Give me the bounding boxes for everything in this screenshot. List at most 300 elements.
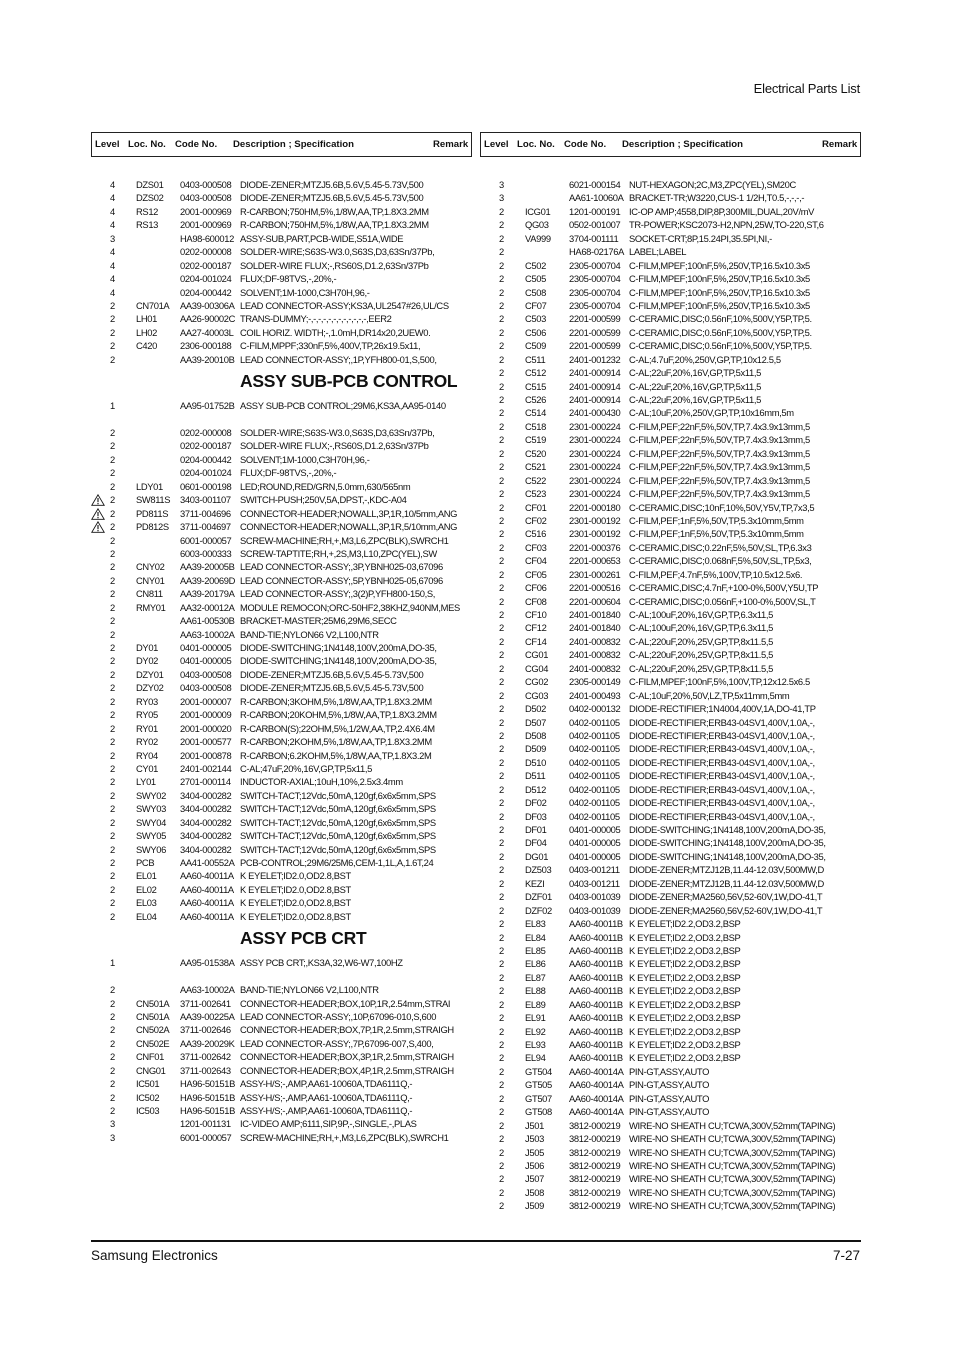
part-loc-no: EL88 [525,985,546,997]
part-code-no: AA60-40011B [569,998,623,1010]
part-code-no: 2001-000009 [180,709,232,721]
part-row [480,1119,861,1132]
part-level: 2 [499,622,504,634]
part-loc-no: DZS02 [136,192,164,204]
part-level: 3 [499,192,504,204]
part-code-no: 0402-001105 [569,783,620,795]
part-level: 2 [499,837,504,849]
part-code-no: AA60-40011B [569,944,623,956]
part-row [480,662,861,675]
section-title-text: ASSY PCB CRT [240,928,367,949]
part-level: 2 [499,501,504,513]
part-code-no: 2301-000192 [569,528,621,540]
part-row [91,997,472,1010]
part-description: C-CERAMIC,DISC;0.068nF,5%,50V,SL,TP,5x3, [629,555,812,567]
part-code-no: 2201-000376 [569,541,621,553]
part-level: 2 [499,1186,504,1198]
part-description: FLUX;DF-98TVS,-,20%,- [240,467,337,479]
part-loc-no: LY01 [136,776,156,788]
part-level: 2 [499,649,504,661]
part-code-no: 2401-000493 [569,689,621,701]
part-code-no: 0202-000008 [180,427,232,438]
part-row [91,695,472,708]
part-level: 2 [499,353,504,365]
part-code-no: 0403-000508 [180,192,232,204]
part-code-no: 2301-000224 [569,420,621,432]
part-level: 1 [110,957,115,969]
part-level: 2 [499,380,504,392]
part-level: 2 [110,1037,115,1049]
part-level: 2 [110,668,115,680]
part-loc-no: J508 [525,1186,544,1198]
part-code-no: 2305-000704 [569,273,621,285]
part-code-no: 2305-000704 [569,299,621,311]
part-loc-no: EL02 [136,883,157,895]
part-row [480,635,861,648]
part-code-no: AA60-40011B [569,931,623,943]
part-level: 3 [110,1131,115,1143]
part-code-no: 3711-002643 [180,1064,231,1076]
part-description: BRACKET-TR;W3220,CUS-1 1/2H,T0.5,-,-,-,- [629,192,805,204]
part-row [480,299,861,312]
part-description: SWITCH-TACT;12Vdc,50mA,120gf,6x6x5mm,SPS [240,816,436,828]
part-row [480,877,861,890]
part-code-no: 0402-001105 [569,770,620,782]
part-code-no: 0403-000508 [180,179,232,190]
part-loc-no: CN501A [136,997,170,1009]
part-description: SOLDER-WIRE;S63S-W3.0,S63S,D3,63Sn/37Pb, [240,246,435,258]
part-level: 2 [110,601,115,613]
part-description: C-AL;47uF,20%,16V,GP,TP,5x11,5 [240,762,372,774]
header-remark: Remark [822,139,858,150]
part-loc-no: DY01 [136,642,159,653]
part-row [480,501,861,514]
part-code-no: 2201-000516 [569,582,621,594]
part-row [480,460,861,473]
part-level: 2 [499,703,504,715]
part-description: WIRE-NO SHEATH CU;TCWA,300V,52mm(TAPING) [629,1159,836,1171]
part-loc-no: CY01 [136,762,159,774]
warning-triangle-icon [91,508,105,520]
part-level: 2 [499,514,504,526]
part-loc-no: LH01 [136,313,158,325]
part-description: C-AL;220uF,20%,25V,GP,TP,8x11.5,5 [629,635,773,647]
part-loc-no: DZY01 [136,668,164,680]
part-level: 2 [499,810,504,822]
part-row [480,984,861,997]
part-description: SWITCH-TACT;12Vdc,50mA,120gf,6x6x5mm,SPS [240,830,436,842]
part-code-no: 2401-000430 [569,407,621,419]
part-loc-no: EL86 [525,958,546,970]
part-loc-no: CG04 [525,662,549,674]
part-description: C-AL;22uF,20%,16V,GP,TP,5x11,5 [629,394,761,405]
header-level: Level [484,139,509,150]
part-level: 2 [499,958,504,970]
part-code-no: AA60-40014A [569,1065,624,1077]
part-code-no: HA96-50151B [180,1091,236,1103]
part-row [480,1159,861,1172]
left-table-header [91,132,472,157]
part-description: R-CARBON;6.2KOHM,5%,1/8W,AA,TP,1.8X3.2M [240,749,432,761]
part-loc-no: D502 [525,703,547,715]
part-level: 2 [110,803,115,815]
part-code-no: 0403-000508 [180,682,232,694]
part-description: R-CARBON;2KOHM,5%,1/8W,AA,TP,1.8X3.2MM [240,736,432,748]
part-description: WIRE-NO SHEATH CU;TCWA,300V,52mm(TAPING) [629,1200,836,1212]
right-table-header [480,132,861,157]
part-code-no: 2305-000704 [569,286,621,298]
part-row [91,339,472,352]
part-row [480,944,861,957]
part-row [480,232,861,245]
part-row [480,218,861,231]
part-level: 2 [499,877,504,889]
header-code: Code No. [175,139,218,150]
part-code-no: 2001-000577 [180,736,232,748]
part-description: C-FILM,MPEF;100nF,5%,100V,TP,12x12.5x6.5 [629,676,810,688]
part-code-no: AA39-20069D [180,574,236,586]
part-level: 4 [110,179,115,190]
part-loc-no: GT504 [525,1065,552,1077]
footer-company: Samsung Electronics [91,1248,218,1263]
part-row [480,716,861,729]
part-description: DIODE-RECTIFIER;ERB43-04SV1,400V,1.0A,-, [629,716,815,728]
part-level: 2 [110,440,115,452]
part-row [480,1132,861,1145]
part-description: C-AL;220uF,20%,25V,GP,TP,8x11.5,5 [629,649,773,661]
part-loc-no: C516 [525,528,547,540]
part-code-no: 3812-000219 [569,1159,621,1171]
part-row [91,1104,472,1117]
part-level: 2 [110,494,115,506]
part-loc-no: DF02 [525,797,547,809]
part-description: R-CARBON(S);22OHM,5%,1/2W,AA,TP,2.4X6.4M [240,722,435,734]
part-loc-no: C506 [525,326,547,338]
part-level: 2 [499,555,504,567]
part-code-no: AA60-40011A [180,910,234,922]
part-loc-no: D510 [525,756,547,768]
part-row [91,205,472,218]
part-row [91,641,472,654]
part-level: 4 [110,246,115,258]
part-code-no: 3812-000219 [569,1200,621,1212]
part-description: C-FILM,MPEF;100nF,5%,250V,TP,16.5x10.3x5 [629,299,810,311]
part-level: 2 [110,353,115,365]
part-description: C-AL;100uF,20%,16V,GP,TP,6.3x11,5 [629,609,773,620]
part-description: TRANS-DUMMY;-,-,-,-,-,-,-,-,-,-,-,-,EER2 [240,313,392,325]
part-loc-no: C420 [136,340,158,352]
part-description: C-FILM,PEF;1nF,5%,50V,TP,5.3x10mm,5mm [629,528,804,540]
part-row [91,493,472,506]
part-code-no: 0401-000005 [569,824,621,835]
part-description: DIODE-ZENER;MA2560,56V,52-60V,1W,DO-41,T [629,891,823,903]
part-row [480,474,861,487]
part-row [91,218,472,231]
part-row [480,178,861,191]
part-row [91,628,472,641]
part-description: C-FILM,PEF;22nF,5%,50V,TP,7.4x3.9x13mm,5 [629,447,810,459]
part-code-no: AA60-40011B [569,918,623,930]
part-code-no: AA60-40011B [569,985,623,997]
part-description: DIODE-SWITCHING;1N4148,100V,200mA,DO-35, [629,850,826,862]
part-row [91,1131,472,1144]
header-code: Code No. [564,139,607,150]
part-level: 2 [499,676,504,688]
part-description: DIODE-RECTIFIER;ERB43-04SV1,400V,1.0A,-, [629,797,815,809]
part-level: 2 [110,984,115,996]
part-loc-no: LH02 [136,326,158,338]
part-row [480,675,861,688]
part-loc-no: J506 [525,1159,544,1171]
part-level: 2 [110,736,115,748]
part-description: DIODE-SWITCHING;1N4148,100V,200mA,DO-35, [240,642,437,653]
part-loc-no: EL01 [136,870,157,882]
part-description: K EYELET;ID2.2,OD3.2,BSP [629,1025,741,1037]
part-level: 2 [499,434,504,446]
part-code-no: AA41-00552A [180,857,235,868]
part-code-no: 3812-000219 [569,1186,621,1198]
part-loc-no: EL84 [525,931,546,943]
part-level: 2 [499,971,504,983]
part-code-no: 3711-002642 [180,1051,231,1063]
part-loc-no: DZS01 [136,179,164,190]
part-level: 2 [110,642,115,653]
header-desc: Description ; Specification [233,139,355,150]
part-description: C-FILM,MPEF;100nF,5%,250V,TP,16.5x10.3x5 [629,273,810,285]
part-code-no: AA95-01752B [180,400,235,412]
part-description: DIODE-RECTIFIER;ERB43-04SV1,400V,1.0A,-, [629,810,815,822]
part-row [480,339,861,352]
part-level: 2 [110,789,115,801]
part-code-no: AA60-40011B [569,958,623,970]
part-row [91,574,472,587]
part-loc-no: CF14 [525,635,547,647]
part-description: C-AL;10uF,20%,50V,LZ,TP,5x11mm,5mm [629,689,790,701]
part-row [91,353,472,366]
part-loc-no: DG01 [525,850,549,862]
part-code-no: 6021-000154 [569,179,621,190]
part-level: 2 [499,1106,504,1118]
part-loc-no: KEZI [525,877,545,889]
part-row [480,756,861,769]
part-loc-no: CN502A [136,1024,170,1036]
part-description: LEAD CONNECTOR-ASSY;,3P,YBNH025-03,67096 [240,561,443,573]
part-description: C-AL;10uF,20%,250V,GP,TP,10x16mm,5m [629,407,794,419]
part-code-no: 2401-000832 [569,635,621,647]
part-code-no: 3404-000282 [180,803,232,815]
part-row [91,480,472,493]
part-description: DIODE-SWITCHING;1N4148,100V,200mA,DO-35, [629,837,826,849]
part-level: 2 [499,1039,504,1050]
part-description: SWITCH-TACT;12Vdc,50mA,120gf,6x6x5mm,SPS [240,789,436,801]
part-loc-no: IC502 [136,1091,160,1103]
part-description: SOLDER-WIRE;S63S-W3.0,S63S,D3,63Sn/37Pb, [240,427,435,438]
part-level: 2 [110,521,115,533]
part-loc-no: CF06 [525,582,547,594]
part-loc-no: GT507 [525,1092,552,1104]
part-row [480,312,861,325]
part-level: 2 [499,326,504,338]
part-description: ASSY SUB-PCB CONTROL;29M6,KS3A,AA95-0140 [240,400,446,412]
part-row [91,708,472,721]
part-code-no: AA39-20029K [180,1037,235,1049]
part-row [480,836,861,849]
part-loc-no: EL83 [525,918,546,930]
part-loc-no: CF04 [525,555,547,567]
part-code-no: 0402-001105 [569,810,620,822]
part-description: C-FILM,MPPF;330nF,5%,400V,TP,26x19.5x11, [240,340,421,352]
part-description: R-CARBON;750HM,5%,1/8W,AA,TP,1.8X3.2MM [240,219,429,231]
part-level: 1 [110,400,115,412]
part-code-no: 3711-004697 [180,521,231,533]
part-level: 3 [499,179,504,190]
part-code-no: HA96-50151B [180,1078,236,1090]
part-code-no: 3711-002646 [180,1024,231,1036]
part-code-no: AA60-40011A [180,883,234,895]
part-code-no: 0601-000198 [180,480,232,492]
part-level: 2 [499,797,504,809]
part-row [91,534,472,547]
part-level: 2 [110,1091,115,1103]
part-level: 2 [110,507,115,519]
part-level: 2 [499,1159,504,1171]
part-description: TR-POWER;KSC2073-H2,NPN,25W,TO-220,ST,6 [629,219,824,231]
part-code-no: 0401-000005 [569,850,621,862]
part-loc-no: C515 [525,380,547,392]
part-code-no: AA60-40011B [569,1025,623,1037]
part-loc-no: D507 [525,716,547,728]
part-level: 2 [499,205,504,217]
part-code-no: 3404-000282 [180,843,232,855]
part-code-no: 6001-000057 [180,1131,232,1143]
part-row [480,1105,861,1118]
part-level: 2 [110,843,115,855]
part-loc-no: DF03 [525,810,547,822]
part-row [91,802,472,815]
part-loc-no: EL87 [525,971,546,983]
part-code-no: 0204-001024 [180,273,232,285]
part-loc-no: C518 [525,420,547,432]
part-loc-no: C512 [525,367,547,379]
part-code-no: 0402-001105 [569,729,620,741]
part-description: C-CERAMIC,DISC;0.56nF,10%,500V,Y5P,TP,5. [629,313,812,325]
part-code-no: 2201-000604 [569,595,621,607]
part-row [480,1199,861,1212]
part-code-no: AA39-20005B [180,561,235,573]
part-level: 2 [110,709,115,721]
part-code-no: 0403-001039 [569,904,621,916]
part-row [91,312,472,325]
part-row [480,353,861,366]
part-row [91,722,472,735]
part-row [480,205,861,218]
part-level: 2 [110,830,115,842]
part-row [480,702,861,715]
part-level: 2 [110,326,115,338]
part-description: SOLDER-WIRE FLUX;-,RS60S,D1.2,63Sn/37Pb [240,259,429,271]
part-level: 3 [110,232,115,244]
part-level: 2 [499,864,504,876]
part-loc-no: CNF01 [136,1051,164,1063]
part-level: 2 [499,488,504,500]
part-level: 2 [110,870,115,882]
part-level: 2 [110,1064,115,1076]
part-code-no: 2301-000261 [569,568,621,580]
part-level: 2 [499,595,504,607]
part-description: CONNECTOR-HEADER;BOX,3P,1R,2.5mm,STRAIGH [240,1051,454,1063]
part-code-no: AA39-00306A [180,299,235,311]
part-level: 2 [499,918,504,930]
part-code-no: 6001-000057 [180,534,232,546]
part-loc-no: DF01 [525,824,547,835]
part-description: PIN-GT,ASSY,AUTO [629,1106,710,1118]
part-row [480,769,861,782]
header-level: Level [95,139,120,150]
part-row [480,648,861,661]
part-description: LEAD CONNECTOR-ASSY;,5P,YBNH025-05,67096 [240,574,443,586]
part-code-no: 2201-000653 [569,555,621,567]
part-row [480,1025,861,1038]
part-row [91,816,472,829]
part-row [480,541,861,554]
part-row [480,433,861,446]
part-description: LABEL;LABEL [629,246,687,258]
part-level: 2 [110,816,115,828]
part-row [480,1146,861,1159]
part-loc-no: C523 [525,488,547,500]
part-loc-no: CNY01 [136,574,165,586]
part-loc-no: CF10 [525,609,547,620]
part-row [91,1037,472,1050]
part-loc-no: C511 [525,353,546,365]
part-level: 2 [499,689,504,701]
part-row [91,286,472,299]
part-description: C-CERAMIC,DISC;0.56nF,10%,500V,Y5P,TP,5. [629,340,812,352]
part-description: WIRE-NO SHEATH CU;TCWA,300V,52mm(TAPING) [629,1146,836,1158]
part-description: DIODE-ZENER;MTZJ5.6B,5.6V,5.45-5.73V,500 [240,668,424,680]
part-level: 2 [499,232,504,244]
part-row [480,1065,861,1078]
header-loc: Loc. No. [517,139,555,150]
part-level: 2 [110,1105,115,1116]
part-row [480,608,861,621]
part-row [91,1091,472,1104]
part-row [91,507,472,520]
part-loc-no: EL85 [525,944,546,956]
part-description: K EYELET;ID2.0,OD2.8,BST [240,910,351,922]
part-code-no: 2401-000832 [569,649,621,661]
part-code-no: 3404-000282 [180,816,232,828]
part-code-no: 2001-000969 [180,219,232,231]
part-level: 2 [110,722,115,734]
part-description: PIN-GT,ASSY,AUTO [629,1065,710,1077]
part-level: 2 [499,1173,504,1185]
part-description: SCREW-MACHINE;RH,+,M3,L6,ZPC(BLK),SWRCH1 [240,534,449,546]
section-title [91,366,472,399]
part-description: COIL HORIZ. WIDTH;-,1.0mH,DR14x20,2UEW0. [240,326,431,338]
part-loc-no: CN501A [136,1010,170,1022]
part-row [91,1050,472,1063]
part-level: 2 [499,246,504,258]
part-level: 2 [499,944,504,956]
part-loc-no: RS13 [136,219,159,231]
part-row [480,689,861,702]
part-row [480,326,861,339]
part-description: C-AL;220uF,20%,25V,GP,TP,8x11.5,5 [629,662,773,674]
part-description: SOLVENT;1M-1000,C3H70H,96,- [240,286,370,298]
part-loc-no: J507 [525,1173,544,1185]
part-description: DIODE-RECTIFIER;ERB43-04SV1,400V,1.0A,-, [629,756,815,768]
